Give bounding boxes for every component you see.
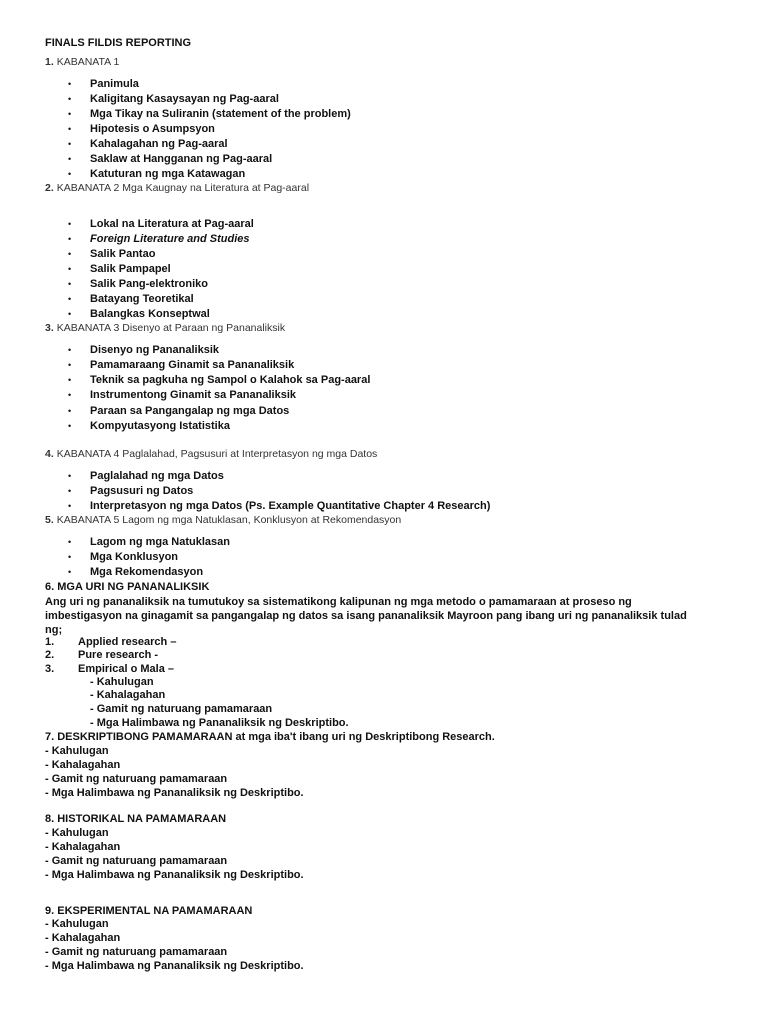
list-item: Instrumentong Ginamit sa Pananaliksik (90, 389, 296, 401)
list-item: Lagom ng mga Natuklasan (90, 536, 230, 548)
bullet-icon: • (68, 390, 72, 400)
sub-item: - Kahulugan (90, 676, 154, 688)
bullet-icon: • (68, 139, 72, 149)
list-item: Empirical o Mala – (78, 663, 174, 675)
list-item: Kahalagahan ng Pag-aaral (90, 138, 228, 150)
bullet-icon: • (68, 294, 72, 304)
section-8-heading: 8. HISTORIKAL NA PAMAMARAAN (45, 813, 227, 825)
list-item: Mga Konklusyon (90, 551, 179, 563)
list-item: - Kahulugan (45, 827, 109, 839)
chapter-1-number: 1. (45, 56, 54, 68)
list-item: Teknik sa pagkuha ng Sampol o Kalahok sa Pag-aaral (90, 374, 371, 386)
list-item: Paraan sa Pangangalap ng mga Datos (90, 405, 290, 417)
list-item: Balangkas Konseptwal (90, 308, 210, 320)
bullet-icon: • (68, 421, 72, 431)
list-item: Salik Pang-elektroniko (90, 278, 208, 290)
list-item: Pure research - (78, 649, 159, 661)
chapter-2-label: KABANATA 2 Mga Kaugnay na Literatura at Pag-aaral (56, 182, 310, 194)
bullet-icon: • (68, 264, 72, 274)
list-item: Applied research – (78, 636, 177, 648)
list-item: Disenyo ng Pananaliksik (90, 344, 219, 356)
section-7-heading-bold: 7. DESKRIPTIBONG PAMAMARAAN (45, 731, 233, 743)
section-7-heading-rest: at mga iba't ibang uri ng Deskriptibong Research. (232, 731, 495, 743)
bullet-icon: • (68, 537, 72, 547)
list-item: - Kahalagahan (45, 841, 121, 853)
bullet-icon: • (68, 309, 72, 319)
list-number: 3. (45, 663, 55, 675)
chapter-4-number: 4. (45, 448, 54, 460)
list-item: - Mga Halimbawa ng Pananaliksik ng Deskriptibo. (45, 787, 304, 799)
sub-item: - Kahalagahan (90, 689, 166, 701)
list-item: Pagsusuri ng Datos (90, 485, 194, 497)
bullet-icon: • (68, 501, 72, 511)
sub-item: - Gamit ng naturuang pamamaraan (90, 703, 273, 715)
bullet-icon: • (68, 154, 72, 164)
list-item: Kompyutasyong Istatistika (90, 420, 230, 432)
list-item: - Mga Halimbawa ng Pananaliksik ng Deskriptibo. (45, 960, 304, 972)
bullet-icon: • (68, 109, 72, 119)
chapter-4-label: KABANATA 4 Paglalahad, Pagsusuri at Interpretasyon ng mga Datos (56, 448, 378, 460)
list-item: Mga Rekomendasyon (90, 566, 204, 578)
list-item: - Gamit ng naturuang pamamaraan (45, 773, 228, 785)
bullet-icon: • (68, 219, 72, 229)
bullet-icon: • (68, 471, 72, 481)
chapter-3-label: KABANATA 3 Disenyo at Paraan ng Pananaliksik (56, 322, 286, 334)
bullet-icon: • (68, 360, 72, 370)
bullet-icon: • (68, 79, 72, 89)
bullet-icon: • (68, 169, 72, 179)
list-item: Foreign Literature and Studies (90, 233, 250, 245)
bullet-icon: • (68, 249, 72, 259)
list-item: Mga Tikay na Suliranin (statement of the problem) (90, 108, 351, 120)
document-title: FINALS FILDIS REPORTING (45, 37, 192, 49)
chapter-5-number: 5. (45, 514, 54, 526)
list-item: - Kahalagahan (45, 932, 121, 944)
bullet-icon: • (68, 552, 72, 562)
section-6-heading: 6. MGA URI NG PANANALIKSIK (45, 581, 210, 593)
list-item: - Gamit ng naturuang pamamaraan (45, 855, 228, 867)
bullet-icon: • (68, 94, 72, 104)
list-item: - Kahulugan (45, 745, 109, 757)
chapter-1-label: KABANATA 1 (56, 56, 120, 68)
sub-item: - Mga Halimbawa ng Pananaliksik ng Deskriptibo. (90, 717, 349, 729)
chapter-1-heading (45, 57, 119, 68)
bullet-icon: • (68, 124, 72, 134)
chapter-5-heading (45, 515, 401, 526)
chapter-4-heading (45, 449, 377, 460)
chapter-3-number: 3. (45, 322, 54, 334)
bullet-icon: • (68, 234, 72, 244)
list-item: Kaligitang Kasaysayan ng Pag-aaral (90, 93, 279, 105)
list-item: Panimula (90, 78, 139, 90)
list-number: 2. (45, 649, 55, 661)
list-item: Batayang Teoretikal (90, 293, 194, 305)
bullet-icon: • (68, 406, 72, 416)
list-item: Saklaw at Hangganan ng Pag-aaral (90, 153, 273, 165)
list-item: Interpretasyon ng mga Datos (Ps. Example Quantitative Chapter 4 Research) (90, 500, 491, 512)
chapter-2-heading (45, 183, 309, 194)
bullet-icon: • (68, 279, 72, 289)
list-item: Paglalahad ng mga Datos (90, 470, 224, 482)
bullet-icon: • (68, 345, 72, 355)
section-6-paragraph-line: imbestigasyon na ginagamit sa pangangalap ng datos sa isang pananaliksik Mayroon pang ibang uri ng pananaliksik tulad (45, 610, 687, 622)
list-item: Katuturan ng mga Katawagan (90, 168, 246, 180)
list-item: - Gamit ng naturuang pamamaraan (45, 946, 228, 958)
bullet-icon: • (68, 375, 72, 385)
bullet-icon: • (68, 486, 72, 496)
list-item: Salik Pampapel (90, 263, 171, 275)
list-item: - Kahulugan (45, 918, 109, 930)
bullet-icon: • (68, 567, 72, 577)
list-item: Salik Pantao (90, 248, 156, 260)
chapter-2-number: 2. (45, 182, 54, 194)
chapter-5-label: KABANATA 5 Lagom ng mga Natuklasan, Konklusyon at Rekomendasyon (56, 514, 402, 526)
section-9-heading: 9. EKSPERIMENTAL NA PAMAMARAAN (45, 905, 253, 917)
list-item: Hipotesis o Asumpsyon (90, 123, 215, 135)
section-6-paragraph-line: ng; (45, 624, 63, 636)
section-7-heading (45, 732, 495, 743)
list-item: - Mga Halimbawa ng Pananaliksik ng Deskriptibo. (45, 869, 304, 881)
list-item: - Kahalagahan (45, 759, 121, 771)
list-item: Lokal na Literatura at Pag-aaral (90, 218, 254, 230)
list-item: Pamamaraang Ginamit sa Pananaliksik (90, 359, 295, 371)
chapter-3-heading (45, 323, 285, 334)
list-number: 1. (45, 636, 55, 648)
section-6-paragraph-line: Ang uri ng pananaliksik na tumutukoy sa sistematikong kalipunan ng mga metodo o pamamaraan at proseso ng (45, 596, 632, 608)
